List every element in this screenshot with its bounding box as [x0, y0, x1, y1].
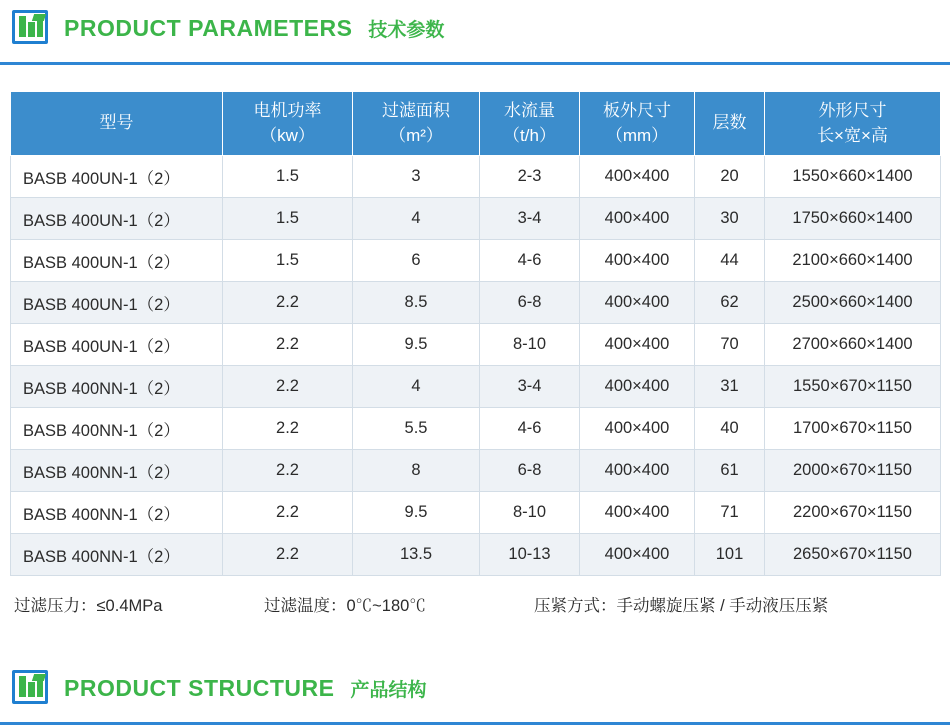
- table-row: [11, 492, 941, 534]
- cell-plate-size: 400×400: [580, 534, 695, 576]
- header-line1: 过滤面积: [382, 101, 450, 120]
- cell-dimensions: 2650×670×1150: [765, 534, 941, 576]
- cell-power: 1.5: [223, 156, 353, 198]
- table-header-cell: [353, 92, 480, 156]
- header-line1: 型号: [99, 113, 134, 133]
- section-structure: [0, 660, 950, 725]
- section-title-en: PRODUCT PARAMETERS: [64, 14, 353, 41]
- cell-layers: 71: [695, 492, 765, 534]
- cell-dimensions: 2700×660×1400: [765, 324, 941, 366]
- note-filter-temperature: 过滤温度：0℃~180℃: [264, 597, 426, 616]
- cell-power: 2.2: [223, 282, 353, 324]
- cell-dimensions: 2500×660×1400: [765, 282, 941, 324]
- cell-filter-area: 4: [353, 366, 480, 408]
- table-row: [11, 324, 941, 366]
- header-line1: 外形尺寸: [818, 101, 887, 120]
- table-header-cell: [580, 92, 695, 156]
- cell-model: BASB 400UN-1（2）: [11, 198, 223, 240]
- table-header-cell: [223, 92, 353, 156]
- cell-filter-area: 13.5: [353, 534, 480, 576]
- header-line2: （mm）: [605, 125, 669, 145]
- cell-filter-area: 4: [353, 198, 480, 240]
- cell-layers: 20: [695, 156, 765, 198]
- cell-dimensions: 1700×670×1150: [765, 408, 941, 450]
- cell-flow: 6-8: [480, 450, 580, 492]
- cell-dimensions: 1550×670×1150: [765, 366, 941, 408]
- table-header-cell: [480, 92, 580, 156]
- cell-filter-area: 3: [353, 156, 480, 198]
- cell-layers: 62: [695, 282, 765, 324]
- cell-model: BASB 400NN-1（2）: [11, 450, 223, 492]
- cell-model: BASB 400NN-1（2）: [11, 408, 223, 450]
- cell-power: 2.2: [223, 324, 353, 366]
- cell-plate-size: 400×400: [580, 282, 695, 324]
- cell-flow: 8-10: [480, 324, 580, 366]
- cell-model: BASB 400UN-1（2）: [11, 156, 223, 198]
- cell-layers: 31: [695, 366, 765, 408]
- section-header-structure: [0, 660, 950, 716]
- parameter-notes: [0, 576, 950, 616]
- table-header-cell: [695, 92, 765, 156]
- cell-filter-area: 5.5: [353, 408, 480, 450]
- cell-power: 2.2: [223, 534, 353, 576]
- table-row: [11, 198, 941, 240]
- cell-plate-size: 400×400: [580, 366, 695, 408]
- cell-plate-size: 400×400: [580, 156, 695, 198]
- parameters-table: [10, 91, 941, 576]
- cell-flow: 10-13: [480, 534, 580, 576]
- header-line2: （t/h）: [503, 125, 556, 145]
- section2-title-en: PRODUCT STRUCTURE: [64, 674, 335, 701]
- cell-plate-size: 400×400: [580, 492, 695, 534]
- cell-dimensions: 2000×670×1150: [765, 450, 941, 492]
- cell-power: 2.2: [223, 408, 353, 450]
- table-header-cell: [765, 92, 941, 156]
- table-row: [11, 450, 941, 492]
- header-line2: （kw）: [260, 125, 315, 145]
- cell-flow: 3-4: [480, 366, 580, 408]
- header-line1: 水流量: [504, 101, 555, 120]
- header-line1: 板外尺寸: [603, 101, 671, 120]
- table-row: [11, 534, 941, 576]
- cell-filter-area: 8.5: [353, 282, 480, 324]
- cell-flow: 3-4: [480, 198, 580, 240]
- cell-plate-size: 400×400: [580, 198, 695, 240]
- cell-power: 2.2: [223, 450, 353, 492]
- header-line1: 电机功率: [253, 101, 322, 120]
- cell-flow: 4-6: [480, 240, 580, 282]
- section2-title-cn: 产品结构: [350, 679, 427, 701]
- note-clamping-method: 压紧方式：手动螺旋压紧 / 手动液压压紧: [534, 597, 829, 616]
- cell-model: BASB 400NN-1（2）: [11, 534, 223, 576]
- cell-filter-area: 9.5: [353, 324, 480, 366]
- cell-layers: 70: [695, 324, 765, 366]
- cell-model: BASB 400UN-1（2）: [11, 324, 223, 366]
- cell-layers: 40: [695, 408, 765, 450]
- cell-power: 1.5: [223, 240, 353, 282]
- table-header-cell: [11, 92, 223, 156]
- cell-model: BASB 400UN-1（2）: [11, 282, 223, 324]
- company-logo-icon: [12, 670, 50, 706]
- table-row: [11, 156, 941, 198]
- cell-plate-size: 400×400: [580, 450, 695, 492]
- cell-power: 2.2: [223, 366, 353, 408]
- header-line2: （m²）: [389, 125, 443, 145]
- cell-dimensions: 1750×660×1400: [765, 198, 941, 240]
- cell-dimensions: 1550×660×1400: [765, 156, 941, 198]
- cell-flow: 4-6: [480, 408, 580, 450]
- parameters-table-wrap: [0, 65, 950, 576]
- cell-layers: 61: [695, 450, 765, 492]
- cell-dimensions: 2200×670×1150: [765, 492, 941, 534]
- cell-model: BASB 400NN-1（2）: [11, 492, 223, 534]
- cell-plate-size: 400×400: [580, 240, 695, 282]
- cell-filter-area: 6: [353, 240, 480, 282]
- cell-model: BASB 400NN-1（2）: [11, 366, 223, 408]
- header-line2: 长×宽×高: [817, 125, 888, 145]
- cell-plate-size: 400×400: [580, 408, 695, 450]
- table-row: [11, 366, 941, 408]
- section-title-cn: 技术参数: [368, 19, 445, 41]
- table-header-row: [11, 92, 941, 156]
- cell-flow: 6-8: [480, 282, 580, 324]
- cell-layers: 44: [695, 240, 765, 282]
- section-header-parameters: [0, 0, 950, 56]
- cell-model: BASB 400UN-1（2）: [11, 240, 223, 282]
- cell-layers: 30: [695, 198, 765, 240]
- header-line1: 层数: [712, 113, 747, 133]
- table-row: [11, 240, 941, 282]
- cell-filter-area: 8: [353, 450, 480, 492]
- cell-filter-area: 9.5: [353, 492, 480, 534]
- cell-layers: 101: [695, 534, 765, 576]
- table-row: [11, 408, 941, 450]
- cell-flow: 2-3: [480, 156, 580, 198]
- company-logo-icon: [12, 10, 50, 46]
- cell-power: 2.2: [223, 492, 353, 534]
- note-filter-pressure: 过滤压力：≤0.4MPa: [14, 597, 163, 616]
- cell-plate-size: 400×400: [580, 324, 695, 366]
- cell-flow: 8-10: [480, 492, 580, 534]
- table-row: [11, 282, 941, 324]
- cell-power: 1.5: [223, 198, 353, 240]
- cell-dimensions: 2100×660×1400: [765, 240, 941, 282]
